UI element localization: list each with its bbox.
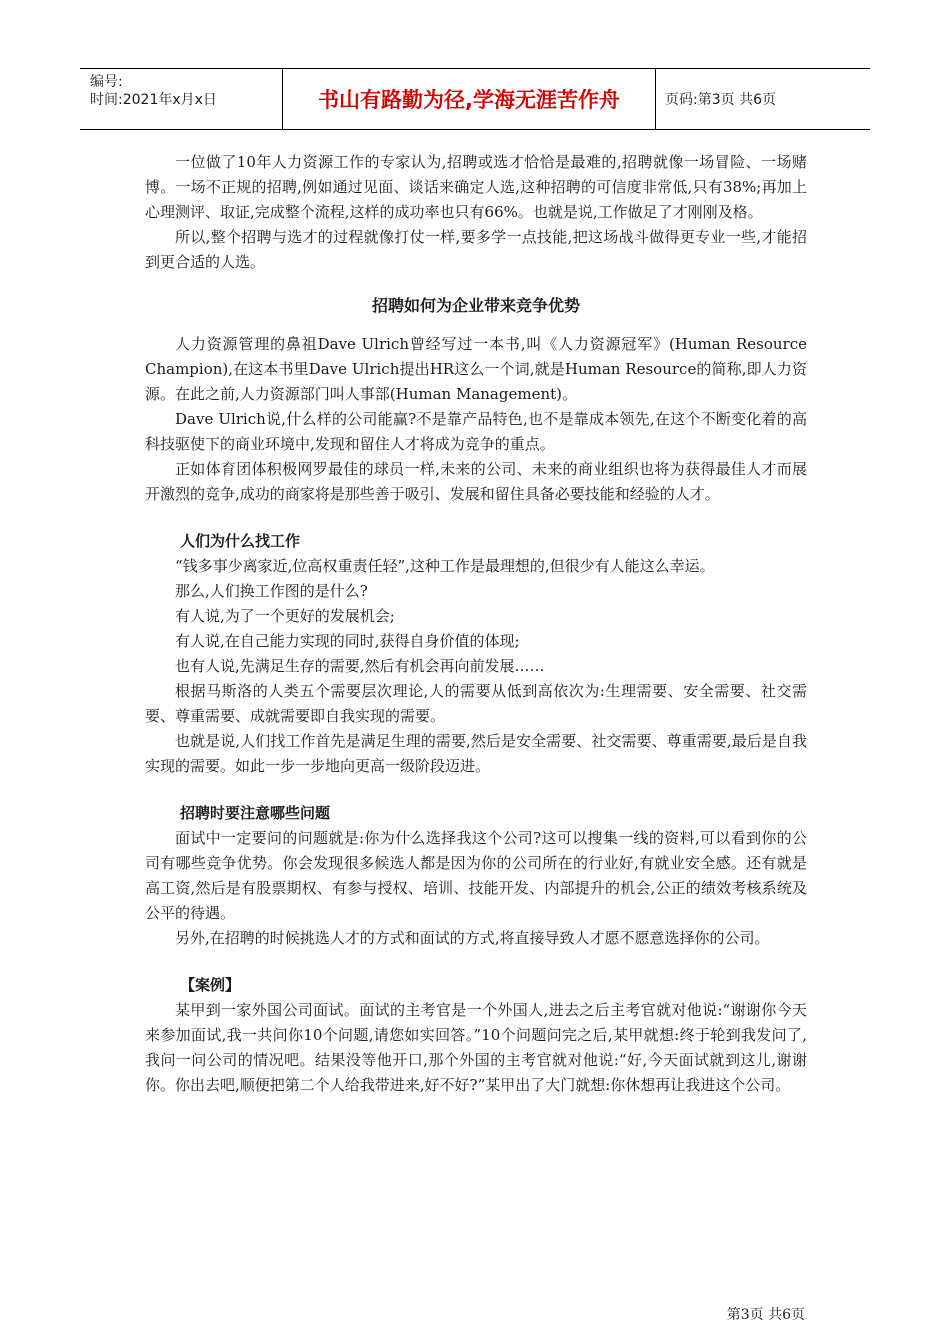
section-title-case: 【案例】 xyxy=(180,976,241,994)
section1-paragraph-2: Dave Ulrich说,什么样的公司能赢?不是靠产品特色,也不是靠成本领先,在这个不断变化着的高科技驱使下的商业环境中,发现和留住人才将成为竞争的重点。 xyxy=(145,410,807,453)
header-table xyxy=(80,68,870,130)
header-motto: 书山有路勤为径,学海无涯苦作舟 xyxy=(282,69,656,129)
intro-paragraph-2: 所以,整个招聘与选才的过程就像打仗一样,要多学一点技能,把这场战斗做得更专业一些,才能招到更合适的人选。 xyxy=(145,228,807,271)
header-meta xyxy=(80,69,280,129)
section3-paragraph-1: 面试中一定要问的问题就是:你为什么选择我这个公司?这可以搜集一线的资料,可以看到你的公司有哪些竞争优势。你会发现很多候选人都是因为你的公司所在的行业好,有就业安全感。还有就是高工资,然后是有股票期权、有参与授权、培训、技能开发、内部提升的机会,公正的绩效考核系统及公平的待遇。 xyxy=(145,829,807,922)
section2-paragraph-1: 根据马斯洛的人类五个需要层次理论,人的需要从低到高依次为:生理需要、安全需要、社交需要、尊重需要、成就需要即自我实现的需要。 xyxy=(145,682,807,725)
section3-paragraph-2: 另外,在招聘的时候挑选人才的方式和面试的方式,将直接导致人才愿不愿意选择你的公司。 xyxy=(175,929,770,947)
section2-line-4: 有人说,在自己能力实现的同时,获得自身价值的体现; xyxy=(175,632,520,650)
case-paragraph: 某甲到一家外国公司面试。面试的主考官是一个外国人,进去之后主考官就对他说:“谢谢你今天来参加面试,我一共问你10个问题,请您如实回答。”10个问题问完之后,某甲就想:终于轮到我发问了,我问一问公司的情况吧。结果没等他开口,那个外国的主考官就对他说:“好,今天面试就到这儿,谢谢你。你出去吧,顺便把第二个人给我带进来,好不好?”某甲出了大门就想:你休想再让我进这个公司。 xyxy=(145,1001,807,1094)
date-label: 时间:2021年x月x日 xyxy=(90,92,217,108)
section-title-recruiting-issues: 招聘时要注意哪些问题 xyxy=(180,804,331,822)
section1-paragraph-1: 人力资源管理的鼻祖Dave Ulrich曾经写过一本书,叫《人力资源冠军》(Human Resource Champion),在这本书里Dave Ulrich提出HR这么一个词,就是Human Resource的简称,即人力资源。在此之前,人力资源部门叫人事部(Human Management)。 xyxy=(145,335,807,403)
document-body xyxy=(145,150,807,1098)
section2-line-5: 也有人说,先满足生存的需要,然后有机会再向前发展…… xyxy=(175,657,545,675)
intro-paragraph-1: 一位做了10年人力资源工作的专家认为,招聘或选才恰恰是最难的,招聘就像一场冒险、一场赌博。一场不正规的招聘,例如通过见面、谈话来确定人选,这种招聘的可信度非常低,只有38%;再加上心理测评、取证,完成整个流程,这样的成功率也只有66%。也就是说,工作做足了才刚刚及格。 xyxy=(145,153,807,221)
section-title-competitive-advantage: 招聘如何为企业带来竞争优势 xyxy=(371,296,580,315)
section2-line-1: “钱多事少离家近,位高权重责任轻”,这种工作是最理想的,但很少有人能这么幸运。 xyxy=(175,557,715,575)
page-footer: 第3页 共6页 xyxy=(726,1307,805,1323)
section2-line-2: 那么,人们换工作图的是什么? xyxy=(175,582,368,600)
section2-line-3: 有人说,为了一个更好的发展机会; xyxy=(175,607,395,625)
section2-paragraph-2: 也就是说,人们找工作首先是满足生理的需要,然后是安全需要、社交需要、尊重需要,最后是自我实现的需要。如此一步一步地向更高一级阶段迈进。 xyxy=(145,732,807,775)
section-title-why-find-job: 人们为什么找工作 xyxy=(180,532,301,550)
number-label: 编号: xyxy=(90,74,123,90)
section1-paragraph-3: 正如体育团体积极网罗最佳的球员一样,未来的公司、未来的商业组织也将为获得最佳人才而展开激烈的竞争,成功的商家将是那些善于吸引、发展和留住具备必要技能和经验的人才。 xyxy=(145,460,807,503)
header-page-code: 页码:第3页 共6页 xyxy=(665,92,776,108)
